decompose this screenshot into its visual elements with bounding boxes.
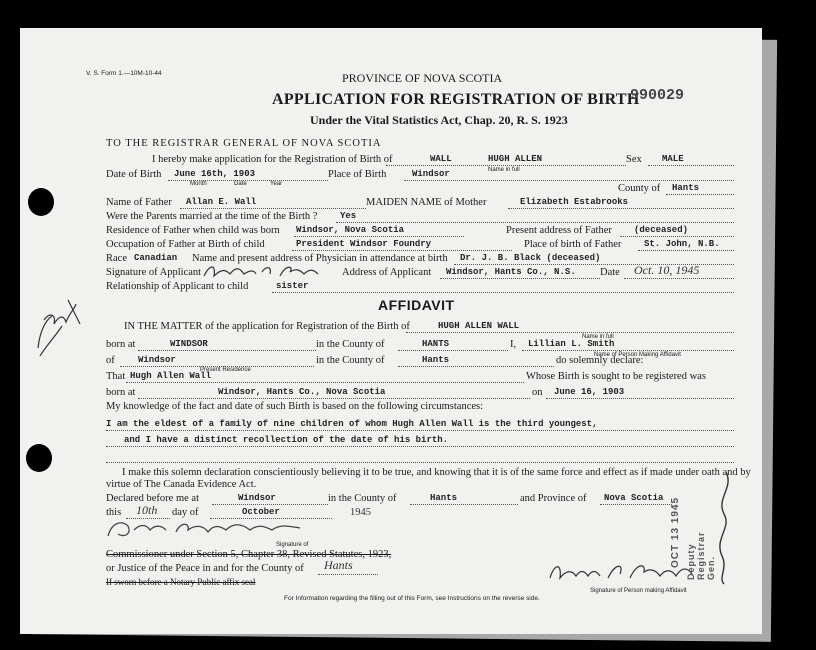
knowledge-label: My knowledge of the fact and date of such Birth is based on the following circumstances: xyxy=(106,401,484,412)
matter-label: IN THE MATTER of the application for Registration of the Birth of xyxy=(124,321,410,332)
sex-label: Sex xyxy=(626,154,642,165)
received-stamp-date: OCT 13 1945 xyxy=(670,496,681,568)
this-label: this xyxy=(106,507,122,518)
on-date-value: June 16, 1903 xyxy=(554,387,625,397)
footer-note: For Information regarding the filling out of this Form, see Instructions on the reverse side. xyxy=(284,595,540,602)
addressee: TO THE REGISTRAR GENERAL OF NOVA SCOTIA xyxy=(106,138,382,149)
of-label: of xyxy=(106,355,115,366)
affidavit-county-label: in the County of xyxy=(316,339,385,350)
justice-county-value: Hants xyxy=(324,558,353,572)
year-caption: Year xyxy=(270,181,283,187)
stamp-initials xyxy=(708,468,738,588)
date-caption: Date xyxy=(234,181,247,187)
declared-label: Declared before me at xyxy=(106,493,199,504)
commissioner-label: Commissioner under Section 5, Chapter 38, Revised Statutes, 1923, xyxy=(106,549,392,560)
punch-hole-bottom xyxy=(26,444,52,472)
mother-label: MAIDEN NAME of Mother xyxy=(366,197,487,208)
child-given-names: HUGH ALLEN xyxy=(488,154,543,164)
commissioner-signature xyxy=(104,516,324,542)
born-at-label: born at xyxy=(106,339,136,350)
married-label: Were the Parents married at the time of the Birth ? xyxy=(106,211,318,222)
margin-annotation xyxy=(34,290,84,360)
applicant-signature xyxy=(200,262,330,282)
race-label: Race xyxy=(106,253,127,264)
county-label: County of xyxy=(618,183,661,194)
declaration-line-2: virtue of The Canada Evidence Act. xyxy=(106,479,257,490)
declared-county-value: Hants xyxy=(430,493,458,503)
married-value: Yes xyxy=(340,211,357,221)
sex-value: MALE xyxy=(662,154,684,164)
form-code: V. S. Form 1.—10M-10-44 xyxy=(86,70,162,77)
born-at2-label: born at xyxy=(106,387,136,398)
birth-registration-form xyxy=(20,28,762,634)
that-label: That xyxy=(106,371,126,382)
intro-label: I hereby make application for the Registration of Birth of xyxy=(152,154,393,165)
occupation-value: President Windsor Foundry xyxy=(296,239,432,249)
dob-label: Date of Birth xyxy=(106,169,162,180)
declared-province-value: Nova Scotia xyxy=(604,493,664,503)
pob-label: Place of Birth xyxy=(328,169,387,180)
circumstances-line-1: I am the eldest of a family of nine children of whom Hugh Allen Wall is the third youngest, xyxy=(106,419,598,429)
physician-value: Dr. J. B. Black (deceased) xyxy=(460,253,601,263)
deponent-name: Lillian L. Smith xyxy=(528,339,615,349)
child-surname: WALL xyxy=(430,154,452,164)
serial-number: 990029 xyxy=(630,87,685,104)
present-address-label: Present address of Father xyxy=(506,225,612,236)
dob-value: June 16th, 1903 xyxy=(174,169,256,179)
relationship-value: sister xyxy=(276,281,309,291)
physician-label: Name and present address of Physician in attendance at birth xyxy=(192,253,448,264)
born-at2-value: Windsor, Hants Co., Nova Scotia xyxy=(218,387,386,397)
form-subtitle: Under the Vital Statistics Act, Chap. 20, R. S. 1923 xyxy=(310,113,568,127)
deponent-caption: Name of Person Making Affidavit xyxy=(594,352,681,358)
affidavit-county-value: HANTS xyxy=(422,339,450,349)
father-birthplace-label: Place of birth of Father xyxy=(524,239,622,250)
province-heading: PROVINCE OF NOVA SCOTIA xyxy=(342,71,503,85)
signature-of-caption: Signature of xyxy=(276,542,309,548)
declared-county-label: in the County of xyxy=(328,493,397,504)
notary-label: If sworn before a Notary Public affix seal xyxy=(106,577,256,587)
present-address-value: (deceased) xyxy=(634,225,689,235)
residence-value: Windsor, Nova Scotia xyxy=(296,225,405,235)
affidavit-child-name: HUGH ALLEN WALL xyxy=(438,321,520,331)
county-of-label: in the County of xyxy=(316,355,385,366)
race-value: Canadian xyxy=(134,253,178,263)
county-value: Hants xyxy=(672,183,700,193)
applicant-address-label: Address of Applicant xyxy=(342,267,432,278)
declared-province-label: and Province of xyxy=(520,493,587,504)
declared-at-value: Windsor xyxy=(238,493,276,503)
date-signed: Oct. 10, 1945 xyxy=(634,263,700,277)
punch-hole-top xyxy=(28,188,54,216)
circumstances-line-2: and I have a distinct recollection of the date of his birth. xyxy=(124,435,449,445)
date-label: Date xyxy=(600,267,620,278)
received-stamp-office: Deputy Registrar Gen. xyxy=(686,531,716,580)
deponent-signature-caption: Signature of Person making Affidavit xyxy=(590,588,687,594)
declare-label: do solemnly declare: xyxy=(556,355,644,366)
justice-label: or Justice of the Peace in and for the County of xyxy=(106,563,304,574)
day-of-label: day of xyxy=(172,507,199,518)
mother-value: Elizabeth Estabrooks xyxy=(520,197,629,207)
on-label: on xyxy=(532,387,543,398)
affidavit-name-caption: Name in full xyxy=(582,334,614,340)
father-label: Name of Father xyxy=(106,197,172,208)
signature-label: Signature of Applicant xyxy=(106,267,202,278)
relationship-label: Relationship of Applicant to child xyxy=(106,281,249,292)
month-value: October xyxy=(242,507,280,517)
county-of-value: Hants xyxy=(422,355,450,365)
residence-label: Residence of Father when child was born xyxy=(106,225,280,236)
present-residence-caption: Present Residence xyxy=(200,367,251,373)
father-birthplace-value: St. John, N.B. xyxy=(644,239,720,249)
applicant-address-value: Windsor, Hants Co., N.S. xyxy=(446,267,576,277)
year-value: 1945 xyxy=(350,507,371,518)
affidavit-heading: AFFIDAVIT xyxy=(378,297,455,313)
of-place-value: Windsor xyxy=(138,355,176,365)
occupation-label: Occupation of Father at Birth of child xyxy=(106,239,265,250)
declaration-line-1: I make this solemn declaration conscientiously believing it to be true, and knowing that it is of the same force and effect as if made under oath and by xyxy=(122,467,751,478)
month-caption: Month xyxy=(190,181,207,187)
i-label: I, xyxy=(510,339,517,350)
form-title: APPLICATION FOR REGISTRATION OF BIRTH xyxy=(272,91,640,108)
whose-birth-label: Whose Birth is sought to be registered was xyxy=(526,371,706,382)
born-at-value: WINDSOR xyxy=(170,339,208,349)
name-in-full-caption: Name in full xyxy=(488,167,520,173)
that-name-value: Hugh Allen Wall xyxy=(130,371,212,381)
pob-value: Windsor xyxy=(412,169,450,179)
day-number: 10th xyxy=(136,503,158,517)
father-value: Allan E. Wall xyxy=(186,197,257,207)
